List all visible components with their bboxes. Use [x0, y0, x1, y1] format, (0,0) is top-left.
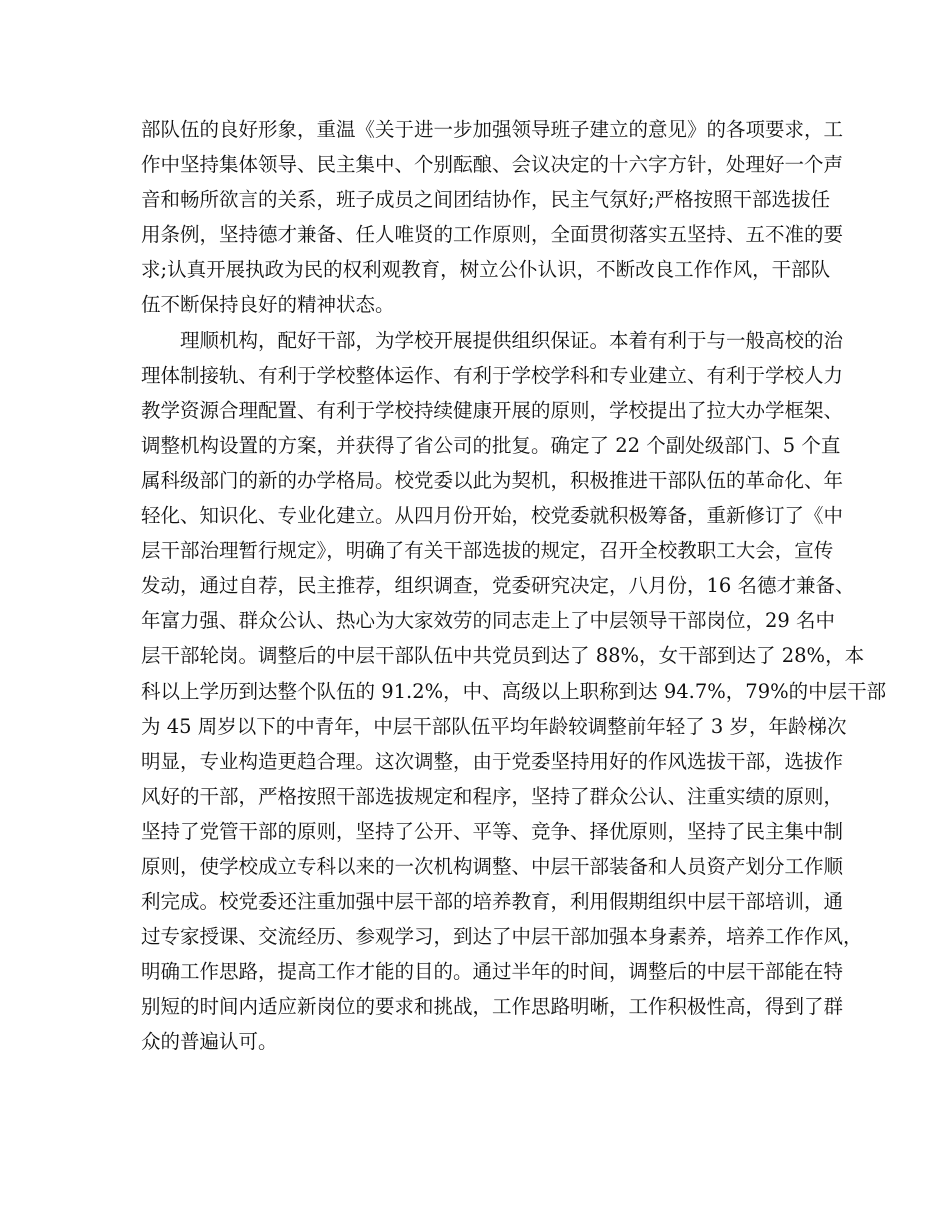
text-line: 明确工作思路，提高工作才能的目的。通过半年的时间，调整后的中层干部能在特: [141, 960, 844, 984]
text-line: 部队伍的良好形象，重温《关于进一步加强领导班子建立的意见》的各项要求，工: [141, 118, 844, 141]
text-line: 求;认真开展执政为民的权利观教育，树立公仆认识，不断改良工作作风，干部队: [141, 258, 831, 282]
text-line: 原则，使学校成立专科以来的一次机构调整、中层干部装备和人员资产划分工作顺: [141, 854, 844, 878]
text-line: 为 45 周岁以下的中青年，中层干部队伍平均年龄较调整前年轻了 3 岁，年龄梯次: [141, 714, 847, 738]
text-line: 用条例，坚持德才兼备、任人唯贤的工作原则，全面贯彻落实五坚持、五不准的要: [141, 223, 844, 247]
text-line: 过专家授课、交流经历、参观学习，到达了中层干部加强本身素养，培养工作作风，: [141, 925, 863, 949]
paragraph-2: [141, 323, 887, 1060]
text-line: 年富力强、群众公认、热心为大家效劳的同志走上了中层领导干部岗位，29 名中: [141, 609, 836, 633]
text-line: 科以上学历到达整个队伍的 91.2%，中、高级以上职称到达 94.7%，79%的中层干部: [141, 679, 887, 703]
text-line: 风好的干部，严格按照干部选拔规定和程序，坚持了群众公认、注重实绩的原则，: [141, 784, 844, 808]
text-line: 伍不断保持良好的精神状态。: [141, 293, 395, 317]
text-line: 调整机构设置的方案，并获得了省公司的批复。确定了 22 个副处级部门、5 个直: [141, 433, 841, 457]
text-line: 理顺机构，配好干部，为学校开展提供组织保证。本着有利于与一般高校的治: [180, 328, 844, 352]
text-line: 层干部治理暂行规定》，明确了有关干部选拔的规定，召开全校教职工大会，宣传: [141, 539, 834, 563]
text-line: 作中坚持集体领导、民主集中、个别酝酿、会议决定的十六字方针，处理好一个声: [141, 153, 844, 177]
paragraph-1: [141, 112, 844, 323]
text-line: 发动，通过自荐，民主推荐，组织调查，党委研究决定，八月份，16 名德才兼备、: [141, 574, 855, 598]
text-line: 层干部轮岗。调整后的中层干部队伍中共党员到达了 88%，女干部到达了 28%，本: [141, 644, 865, 668]
text-line: 明显，专业构造更趋合理。这次调整，由于党委坚持用好的作风选拔干部，选拔作: [141, 749, 844, 773]
text-line: 别短的时间内适应新岗位的要求和挑战，工作思路明晰，工作积极性高，得到了群: [141, 995, 844, 1019]
text-line: 教学资源合理配置、有利于学校持续健康开展的原则，学校提出了拉大办学框架、: [141, 398, 844, 422]
text-line: 音和畅所欲言的关系，班子成员之间团结协作，民主气氛好;严格按照干部选拔任: [141, 188, 831, 212]
text-line: 理体制接轨、有利于学校整体运作、有利于学校学科和专业建立、有利于学校人力: [141, 363, 844, 387]
text-line: 属科级部门的新的办学格局。校党委以此为契机，积极推进干部队伍的革命化、年: [141, 468, 844, 492]
text-line: 轻化、知识化、专业化建立。从四月份开始，校党委就积极筹备，重新修订了《中: [141, 504, 844, 528]
text-line: 坚持了党管干部的原则，坚持了公开、平等、竞争、择优原则，坚持了民主集中制: [141, 819, 844, 843]
document-body: [141, 112, 887, 1060]
text-line: 利完成。校党委还注重加强中层干部的培养教育，利用假期组织中层干部培训，通: [141, 890, 844, 914]
text-line: 众的普遍认可。: [141, 1030, 278, 1054]
